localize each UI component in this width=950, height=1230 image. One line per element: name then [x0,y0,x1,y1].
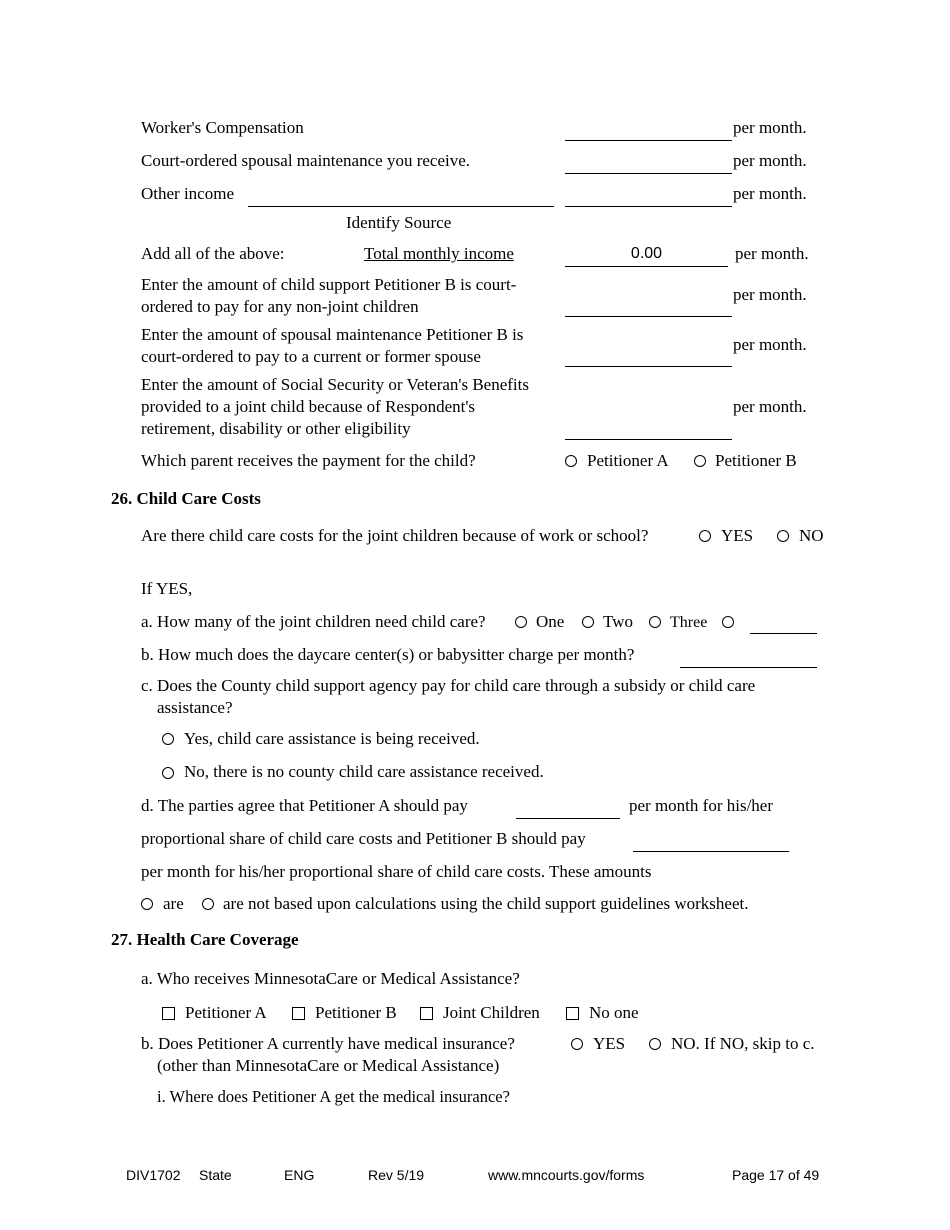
count-two-label: Two [603,612,633,631]
section-26-heading: 26. Child Care Costs [111,489,261,508]
per-month-label: per month. [733,184,807,203]
subsidy-no-label: No, there is no county child care assistance received. [184,762,544,781]
no-one-checkbox[interactable] [566,1007,579,1020]
child-care-yes-label: YES [721,526,754,545]
no-one-check-label: No one [589,1003,639,1022]
section-27-heading: 27. Health Care Coverage [111,930,299,949]
subsidy-question: c. Does the County child support agency pay for child care through a subsidy or child care assistance? [141,676,756,717]
footer-language: ENG [284,1167,315,1183]
spousal-paid-input[interactable] [565,366,732,367]
child-care-no-radio[interactable] [777,530,789,542]
petitioner-b-pay-input[interactable] [633,851,789,852]
footer-state: State [199,1167,232,1183]
insurance-yes-radio[interactable] [571,1038,583,1050]
spousal-received-input[interactable] [565,173,732,174]
child-care-yes-radio[interactable] [699,530,711,542]
petitioner-a-pay-input[interactable] [516,818,620,819]
petitioner-a-radio[interactable] [565,455,577,467]
agreement-line-1-tail: per month for his/her [629,796,773,815]
are-not-radio[interactable] [202,898,214,910]
petitioner-b-option: Petitioner B [715,451,797,470]
child-support-nonjoint-label: Enter the amount of child support Petitioner B is court-ordered to pay for any non-joint children [141,275,517,316]
subsidy-no-radio[interactable] [162,767,174,779]
add-all-label: Add all of the above: [141,244,285,263]
joint-children-checkbox[interactable] [420,1007,433,1020]
petitioner-a-option: Petitioner A [587,451,669,470]
count-two-radio[interactable] [582,616,594,628]
medical-insurance-subtext: (other than MinnesotaCare or Medical Assistance) [157,1056,500,1075]
footer-revision: Rev 5/19 [368,1167,425,1183]
child-support-nonjoint-input[interactable] [565,316,732,317]
spousal-paid-label: Enter the amount of spousal maintenance Petitioner B is court-ordered to pay to a current or former spouse [141,325,524,366]
petitioner-a-check-label: Petitioner A [185,1003,267,1022]
are-radio[interactable] [141,898,153,910]
total-monthly-income-label: Total monthly income [364,244,514,263]
other-income-amount-input[interactable] [565,206,732,207]
workers-comp-label: Worker's Compensation [141,118,304,137]
medical-insurance-question: b. Does Petitioner A currently have medical insurance? [141,1034,515,1053]
petitioner-a-checkbox[interactable] [162,1007,175,1020]
per-month-label: per month. [733,397,807,416]
petitioner-b-checkbox[interactable] [292,1007,305,1020]
total-monthly-income-field [565,266,728,267]
agreement-line-3: per month for his/her proportional share of child care costs. These amounts [141,862,652,881]
ss-benefits-label: Enter the amount of Social Security or Veteran's Benefits provided to a joint child because of Respondent's retirement, disability or other eligibility [141,375,529,438]
child-care-question: Are there child care costs for the joint children because of work or school? [141,526,649,545]
are-not-label: are not based upon calculations using the child support guidelines worksheet. [223,894,749,913]
daycare-charge-question: b. How much does the daycare center(s) or babysitter charge per month? [141,645,635,664]
count-one-label: One [536,612,565,631]
per-month-label: per month. [733,118,807,137]
count-other-input[interactable] [750,633,817,634]
subsidy-yes-radio[interactable] [162,733,174,745]
agreement-line-2: proportional share of child care costs and Petitioner B should pay [141,829,586,848]
count-three-label: Three [670,614,708,631]
agreement-line-1: d. The parties agree that Petitioner A should pay [141,796,468,815]
petitioner-b-check-label: Petitioner B [315,1003,397,1022]
count-one-radio[interactable] [515,616,527,628]
insurance-no-radio[interactable] [649,1038,661,1050]
which-parent-label: Which parent receives the payment for the child? [141,451,476,470]
joint-children-check-label: Joint Children [443,1003,540,1022]
footer-page-number: Page 17 of 49 [732,1167,820,1183]
footer-url[interactable]: www.mncourts.gov/forms [488,1167,645,1183]
other-income-source-input[interactable] [248,206,554,207]
subsidy-yes-label: Yes, child care assistance is being received. [184,729,480,748]
count-three-radio[interactable] [649,616,661,628]
other-income-label: Other income [141,184,234,203]
petitioner-b-radio[interactable] [694,455,706,467]
footer-form-code: DIV1702 [126,1167,181,1183]
per-month-label: per month. [733,335,807,354]
insurance-no-label: NO. If NO, skip to c. [671,1034,815,1053]
ss-benefits-input[interactable] [565,439,732,440]
insurance-source-question: i. Where does Petitioner A get the medical insurance? [157,1087,510,1106]
insurance-yes-label: YES [593,1034,626,1053]
per-month-label: per month. [735,244,809,263]
workers-comp-input[interactable] [565,140,732,141]
total-monthly-income-value: 0.00 [630,245,663,262]
are-label: are [163,894,184,913]
per-month-label: per month. [733,151,807,170]
child-care-no-label: NO [799,526,824,545]
spousal-received-label: Court-ordered spousal maintenance you receive. [141,151,471,170]
if-yes-label: If YES, [141,579,193,598]
identify-source-caption: Identify Source [346,213,452,232]
per-month-label: per month. [733,285,807,304]
daycare-charge-input[interactable] [680,667,817,668]
count-other-radio[interactable] [722,616,734,628]
minnesotacare-question: a. Who receives MinnesotaCare or Medical Assistance? [141,969,520,988]
children-count-question: a. How many of the joint children need child care? [141,612,486,631]
